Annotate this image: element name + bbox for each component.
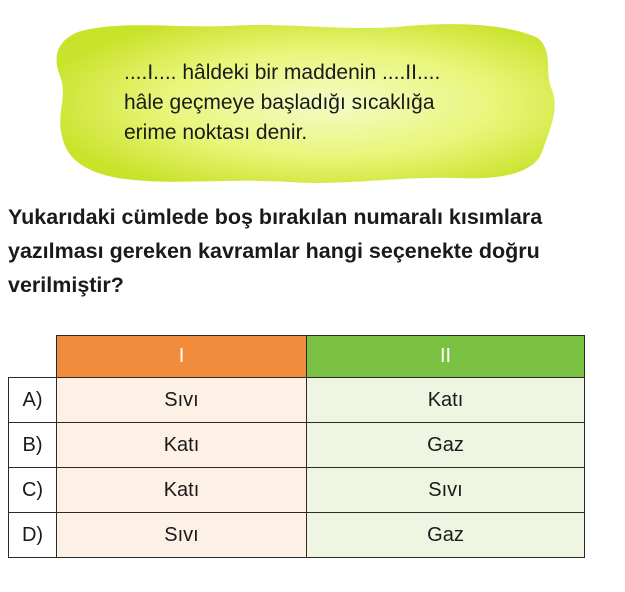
option-row-c[interactable]: [9, 468, 585, 513]
option-col-2-value: Sıvı: [307, 468, 585, 513]
question-line-2: yazılması gereken kavramlar hangi seçenekte doğru: [8, 239, 540, 263]
option-row-b[interactable]: [9, 423, 585, 468]
info-box: [48, 18, 560, 188]
box-line-1: ....I.... hâldeki bir maddenin ....II....: [124, 61, 441, 84]
option-col-2-value: Katı: [307, 378, 585, 423]
header-col-2: II: [307, 336, 585, 378]
option-col-1-value: Katı: [57, 423, 307, 468]
option-col-1-value: Sıvı: [57, 513, 307, 558]
option-col-2-value: Gaz: [307, 513, 585, 558]
option-row-a[interactable]: [9, 378, 585, 423]
option-col-2-value: Gaz: [307, 423, 585, 468]
table-header-row: [9, 336, 585, 378]
question-line-1: Yukarıdaki cümlede boş bırakılan numaralı kısımlara: [8, 205, 543, 229]
option-col-1-value: Katı: [57, 468, 307, 513]
answer-table: [8, 335, 585, 558]
question-line-3: verilmiştir?: [8, 273, 124, 297]
option-label: B): [9, 423, 57, 468]
box-line-3: erime noktası denir.: [124, 121, 308, 144]
box-line-2: hâle geçmeye başladığı sıcaklığa: [124, 91, 435, 114]
header-col-1: I: [57, 336, 307, 378]
option-col-1-value: Sıvı: [57, 378, 307, 423]
option-label: D): [9, 513, 57, 558]
question-text: [8, 200, 620, 302]
option-row-d[interactable]: [9, 513, 585, 558]
option-label: A): [9, 378, 57, 423]
header-blank: [9, 336, 57, 378]
option-label: C): [9, 468, 57, 513]
